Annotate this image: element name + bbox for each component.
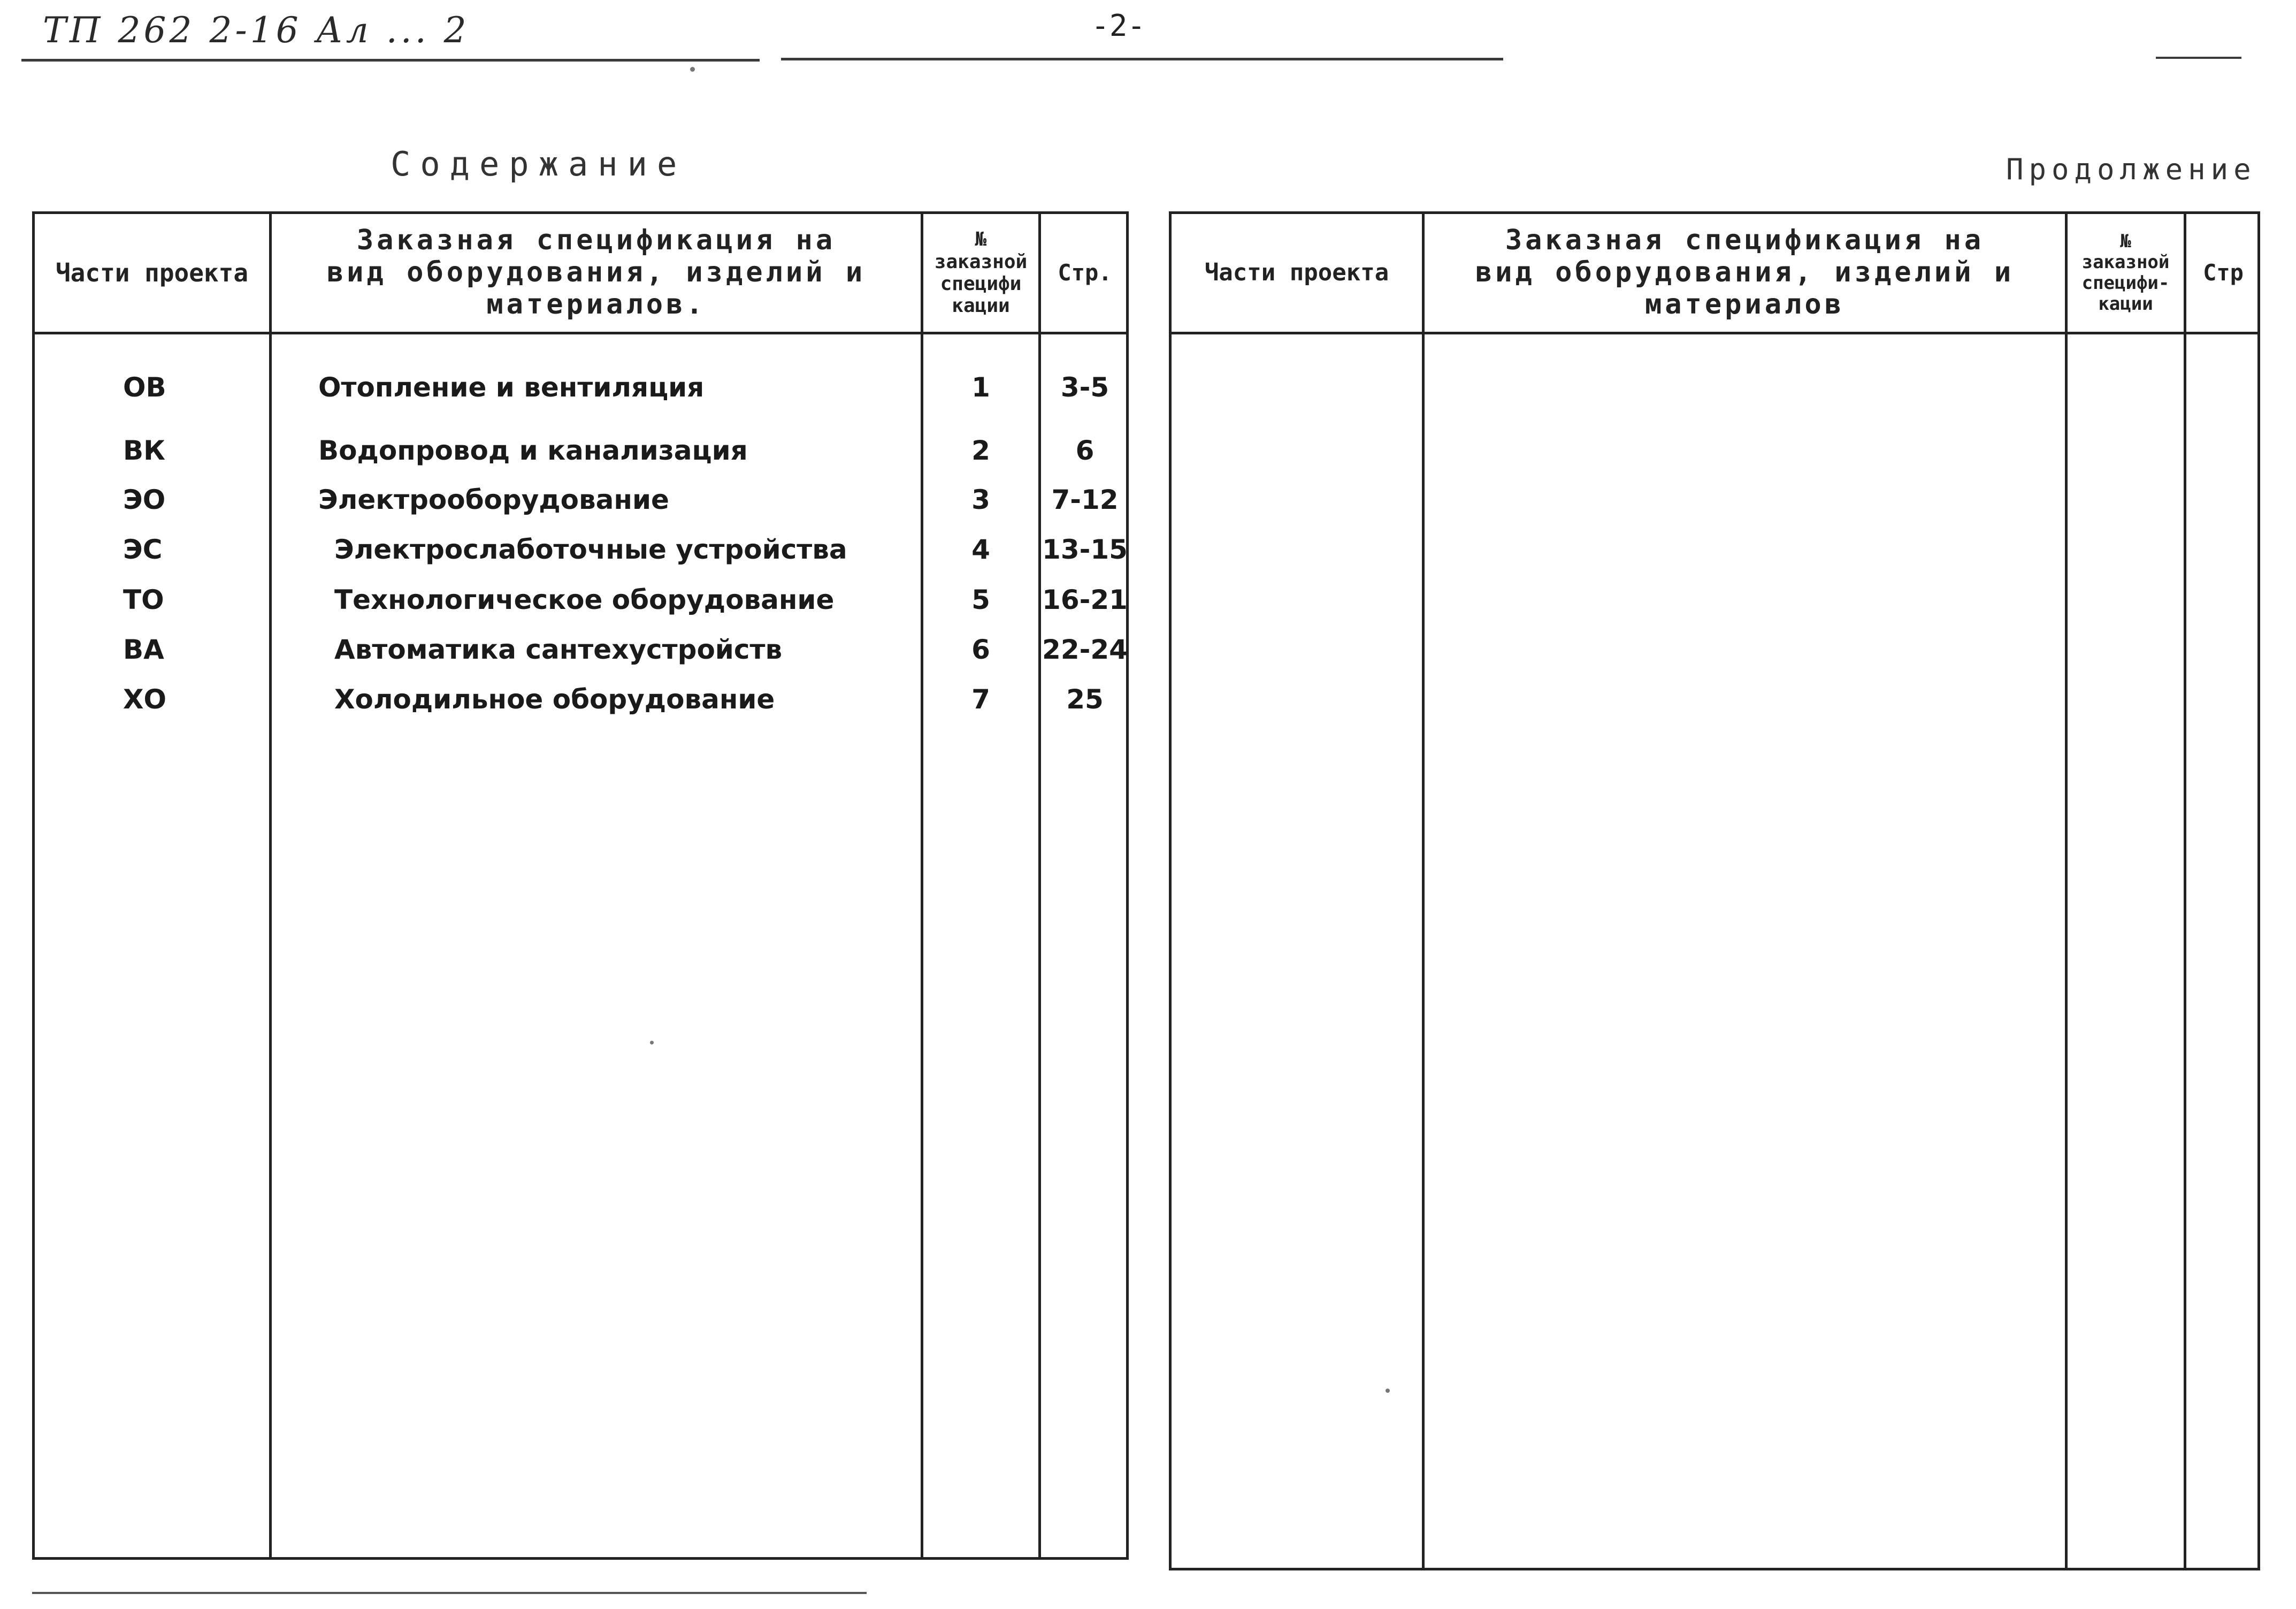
row-page: 22-24 (1042, 634, 1128, 665)
column-divider (2065, 214, 2068, 1568)
column-divider (921, 214, 923, 1557)
row-spec-no: 4 (971, 534, 990, 565)
page-number: -2- (1091, 9, 1146, 43)
column-divider (269, 214, 272, 1557)
column-header-page: Стр (2203, 259, 2244, 286)
row-name: Водопровод и канализация (318, 435, 748, 466)
header-divider (35, 332, 1126, 334)
row-code: ЭС (123, 534, 163, 565)
row-code: ЭО (123, 484, 166, 515)
scan-speck (690, 67, 695, 72)
continuation-title: Продолжение (2006, 152, 2256, 186)
row-spec-no: 7 (971, 684, 990, 715)
column-divider (2184, 214, 2186, 1568)
column-header-spec-no: № заказной специфи кации (934, 228, 1028, 317)
row-code: ОВ (123, 372, 166, 403)
row-name: Холодильное оборудование (334, 684, 775, 715)
row-code: ХО (123, 684, 167, 715)
row-code: ВА (123, 634, 164, 665)
top-rule-left (21, 59, 760, 62)
row-page: 13-15 (1042, 534, 1128, 565)
contents-title: Содержание (391, 144, 687, 184)
continuation-table (1169, 211, 2260, 1570)
column-header-spec: Заказная спецификация на вид оборудования, изделий и материалов. (326, 224, 866, 321)
row-code: ВК (123, 435, 165, 466)
bottom-rule (32, 1592, 867, 1594)
header-divider (1172, 332, 2257, 334)
scan-speck (1386, 1389, 1390, 1393)
row-page: 6 (1075, 435, 1095, 466)
top-rule-end (2156, 57, 2241, 59)
column-divider (1038, 214, 1041, 1557)
column-header-part: Части проекта (55, 258, 249, 287)
row-page: 25 (1066, 684, 1104, 715)
row-name: Электрооборудование (318, 484, 669, 515)
row-page: 16-21 (1042, 584, 1128, 615)
row-spec-no: 5 (971, 584, 990, 615)
column-header-part: Части проекта (1204, 258, 1389, 286)
row-name: Автоматика сантехустройств (334, 634, 783, 665)
row-spec-no: 6 (971, 634, 990, 665)
row-name: Технологическое оборудование (334, 584, 835, 615)
row-spec-no: 2 (971, 435, 990, 466)
column-header-spec-no: № заказной специфи- кации (2081, 230, 2170, 315)
row-page: 7-12 (1051, 484, 1119, 515)
row-name: Электрослаботочные устройства (334, 534, 847, 565)
column-divider (1422, 214, 1425, 1568)
row-spec-no: 3 (971, 484, 990, 515)
contents-table (32, 211, 1129, 1560)
top-rule-right (781, 58, 1503, 60)
column-header-page: Стр. (1058, 259, 1112, 286)
handwritten-document-code: ТП 262 2-16 Ал ... 2 (43, 10, 470, 51)
row-spec-no: 1 (971, 372, 990, 403)
column-header-spec: Заказная спецификация на вид оборудования, изделий и материалов (1475, 224, 2015, 321)
row-code: ТО (123, 584, 164, 615)
row-page: 3-5 (1060, 372, 1109, 403)
row-name: Отопление и вентиляция (318, 372, 705, 403)
scan-speck (650, 1041, 654, 1044)
